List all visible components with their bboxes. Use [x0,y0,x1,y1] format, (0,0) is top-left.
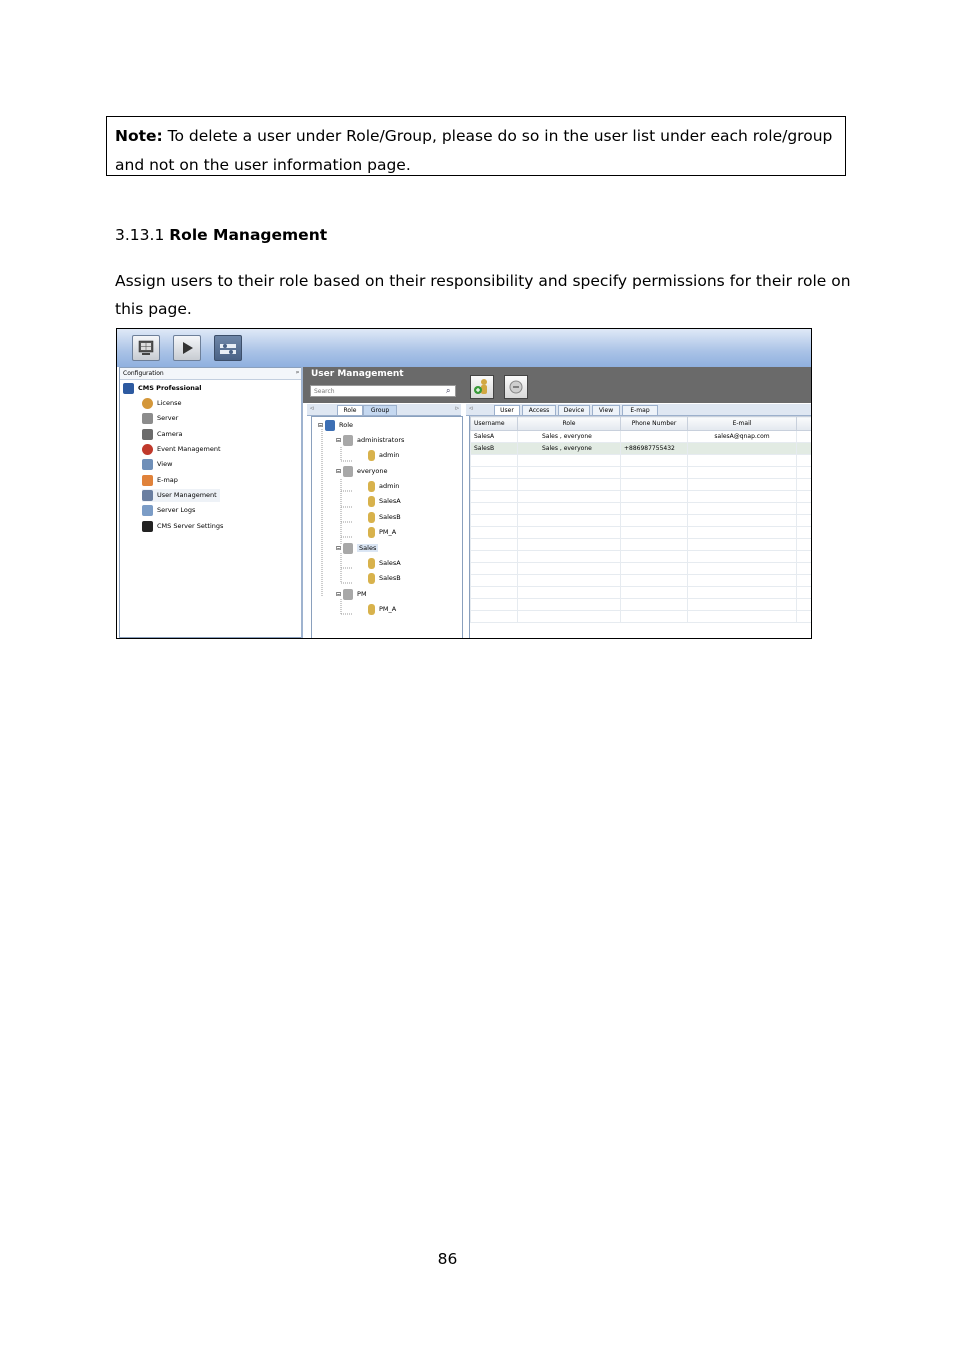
event-icon [142,444,153,455]
tree-item-label: Camera [157,430,183,438]
user-grid [470,416,812,623]
role-member[interactable] [368,526,396,538]
collapse-icon[interactable]: ⊟ [336,591,342,598]
playback-mode-button[interactable] [173,335,201,361]
tree-item-label: Server Logs [157,506,196,514]
collapse-icon[interactable]: ⊟ [336,468,342,475]
tab-scroll-left-icon[interactable]: ◃ [310,404,314,412]
tree-item-server[interactable] [142,412,178,425]
cell-role: Sales , everyone [518,443,621,455]
search-input[interactable]: Search [310,385,456,397]
empty-row [471,467,812,479]
tree-item-label: User Management [157,491,217,499]
column-header-username[interactable]: Username [471,417,518,431]
tools-icon [142,413,153,424]
user-icon [368,573,375,584]
role-group-label: Sales [359,544,377,552]
tab-scroll-right-icon[interactable]: ▹ [455,404,459,412]
role-member[interactable] [368,480,399,492]
role-member-label: admin [379,451,400,459]
column-header-spacer [797,417,812,431]
configuration-panel-header [120,368,302,380]
role-group-everyone[interactable] [336,465,388,477]
user-icon [368,558,375,569]
user-table [469,416,812,638]
view-grid-icon [142,459,153,470]
note-text: To delete a user under Role/Group, please do so in the user list under each role/group and not on the user information page. [115,127,833,174]
empty-row [471,503,812,515]
group-icon [343,543,353,554]
app-screenshot [116,328,812,639]
user-management-title: User Management [311,369,404,379]
tree-item-view[interactable] [142,458,172,471]
tab-role[interactable]: Role [337,405,363,415]
tree-item-label: Event Management [157,445,221,453]
configuration-panel-title: Configuration [123,370,164,377]
tree-item-event-management[interactable] [142,443,221,456]
role-group-label: administrators [357,436,405,444]
remove-user-button[interactable] [504,375,528,399]
tree-item-user-management[interactable] [142,489,220,502]
cell-role: Sales , everyone [518,431,621,443]
user-icon [368,450,375,461]
user-icon [368,481,375,492]
group-icon [343,589,353,600]
role-group-tabbar [307,404,461,416]
role-member-label: SalesA [379,497,401,505]
tree-item-label: CMS Server Settings [157,522,224,530]
role-group-pm[interactable] [336,588,367,600]
tree-item-cms-server-settings[interactable] [142,520,223,533]
user-icon [368,496,375,507]
column-header-email[interactable]: E-mail [688,417,797,431]
table-row[interactable] [471,443,812,455]
add-user-button[interactable] [470,375,494,399]
logs-icon [142,505,153,516]
empty-row [471,611,812,623]
cell-username: SalesB [471,443,518,455]
detail-tabbar [466,404,811,416]
tab-device[interactable]: Device [558,405,590,415]
cms-icon [123,383,134,394]
table-header-row [471,417,812,431]
collapse-icon[interactable]: ⊟ [318,422,324,429]
column-header-role[interactable]: Role [518,417,621,431]
tree-item-label: E-map [157,476,178,484]
user-icon [368,512,375,523]
empty-row [471,599,812,611]
role-member[interactable] [368,557,401,569]
role-member[interactable] [368,495,401,507]
empty-row [471,491,812,503]
empty-row [471,527,812,539]
tab-group[interactable]: Group [363,405,397,415]
monitor-mode-button[interactable] [132,335,160,361]
group-icon [343,435,353,446]
tree-root-label: CMS Professional [138,384,202,392]
role-tree-root-label: Role [339,421,354,429]
monitor-icon [133,336,159,360]
note-box [106,116,846,176]
user-management-area [303,367,811,638]
wrench-icon [215,336,241,360]
user-management-header [303,367,811,403]
tree-item-label: View [157,460,173,468]
tree-item-label: Server [157,414,179,422]
empty-row [471,587,812,599]
tree-item-license[interactable] [142,397,182,410]
app-toolbar [117,329,811,367]
column-header-phone[interactable]: Phone Number [621,417,688,431]
tab-user[interactable]: User [494,405,520,415]
role-member-label: SalesB [379,574,401,582]
tree-root-cms-professional[interactable] [123,382,202,395]
empty-row [471,551,812,563]
server-icon [142,521,153,532]
collapse-icon[interactable]: ⊟ [336,437,342,444]
role-member-label: SalesB [379,513,401,521]
empty-row [471,575,812,587]
tab-view[interactable]: View [592,405,620,415]
role-group-label: everyone [357,467,388,475]
tree-item-camera[interactable] [142,428,183,441]
users-icon [142,490,153,501]
play-icon [174,336,200,360]
section-title: Role Management [169,226,328,244]
license-icon [142,398,153,409]
section-number: 3.13.1 [115,226,170,244]
collapse-icon[interactable]: ⊟ [336,545,342,552]
cell-phone [621,431,688,443]
configuration-mode-button[interactable] [214,335,242,361]
group-icon [343,466,353,477]
role-group-administrators[interactable] [336,434,404,446]
role-member-label: SalesA [379,559,401,567]
role-member-label: PM_A [379,528,397,536]
role-tree-panel [311,416,463,639]
cell-email: salesA@qnap.com [688,431,797,443]
tree-item-e-map[interactable] [142,474,178,487]
table-row[interactable] [471,431,812,443]
cell-phone: +886987755432 [621,443,688,455]
role-root-icon [325,420,335,431]
role-group-label: PM [357,590,367,598]
role-tree-root[interactable] [318,419,353,431]
camera-icon [142,429,153,440]
section-heading [115,226,327,244]
role-member[interactable] [368,449,399,461]
map-icon [142,475,153,486]
remove-icon [505,376,527,398]
empty-row [471,515,812,527]
role-member-label: PM_A [379,605,397,613]
tab-e-map[interactable]: E-map [622,405,658,415]
body-paragraph: Assign users to their role based on their responsibility and specify permissions for their role on this page. [115,272,851,318]
configuration-panel [119,367,303,638]
empty-row [471,539,812,551]
role-member[interactable] [368,511,401,523]
role-group-sales[interactable] [336,542,378,554]
user-icon [368,527,375,538]
tree-item-label: License [157,399,182,407]
cell-username: SalesA [471,431,518,443]
role-member[interactable] [368,572,401,584]
user-icon [368,604,375,615]
pin-icon[interactable]: ᵖ [296,370,299,377]
empty-row [471,455,812,467]
empty-row [471,479,812,491]
role-member-label: admin [379,482,400,490]
note-label: Note: [115,127,163,145]
empty-row [471,563,812,575]
tree-item-server-logs[interactable] [142,504,195,517]
search-icon[interactable]: ⌕ [446,386,451,395]
tab-access[interactable]: Access [522,405,556,415]
cell-email [688,443,797,455]
add-user-icon [471,376,493,398]
page-number: 86 [437,1250,458,1268]
role-member[interactable] [368,603,396,615]
detail-tab-scroll-left-icon[interactable]: ◃ [469,404,473,412]
